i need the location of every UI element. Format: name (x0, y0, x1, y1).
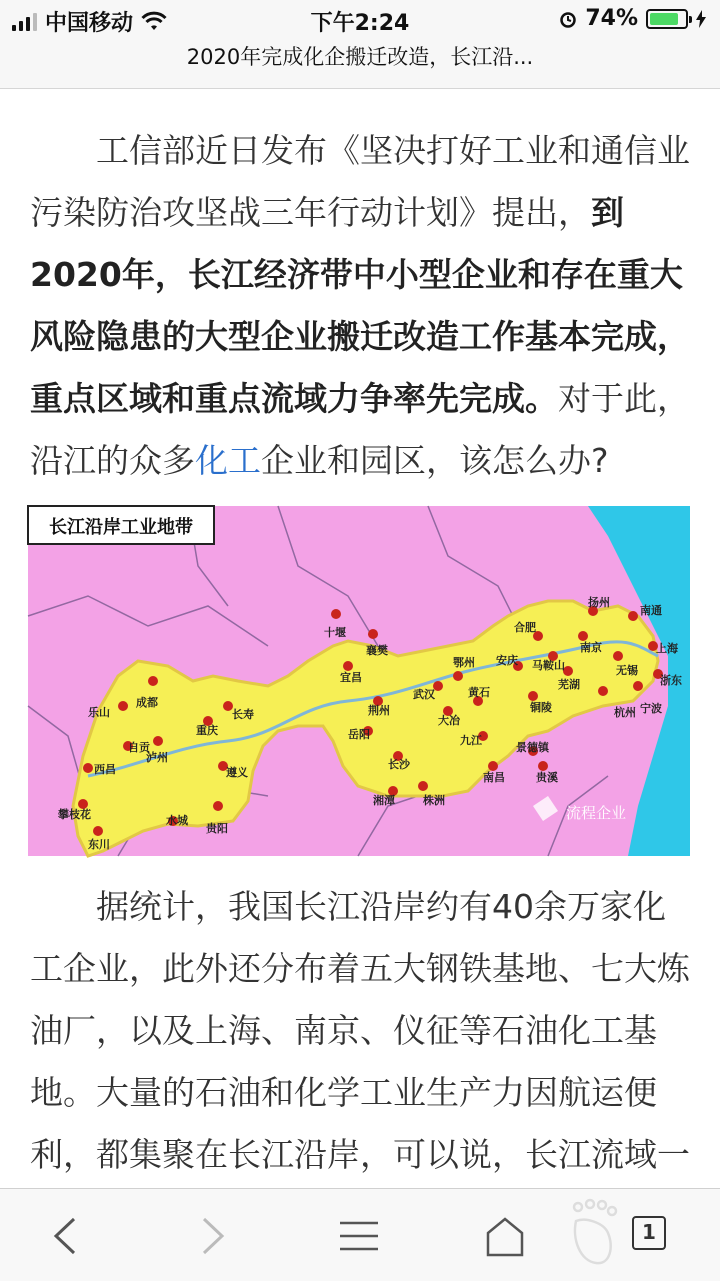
alarm-icon (559, 10, 577, 28)
city-label: 大冶 (438, 714, 460, 727)
menu-icon[interactable] (334, 1211, 384, 1261)
city-label: 武汉 (413, 688, 435, 701)
paragraph-text: 企业和园区，该怎么办? (261, 441, 609, 480)
city-label: 重庆 (196, 724, 218, 737)
city-label: 岳阳 (348, 728, 370, 741)
city-label: 南昌 (483, 771, 505, 784)
back-icon[interactable] (42, 1211, 92, 1261)
city-label: 乐山 (88, 706, 110, 719)
page-title: 2020年完成化企搬迁改造，长江沿... (186, 45, 534, 69)
city-label: 水城 (166, 814, 188, 827)
city-label: 南京 (580, 641, 602, 654)
paragraph-text: 对于此，沿江的众多 (30, 379, 690, 480)
map-title: 长江沿岸工业地带 (49, 517, 193, 538)
city-label: 无锡 (616, 664, 638, 677)
city-label: 成都 (136, 696, 158, 709)
city-label: 襄樊 (366, 644, 388, 657)
city-label: 黄石 (468, 686, 490, 699)
city-label: 宁波 (640, 702, 662, 715)
city-label: 杭州 (614, 706, 636, 719)
status-bar (0, 0, 720, 40)
city-label: 自贡 (128, 741, 150, 754)
article-body-continued (30, 876, 690, 1188)
city-label: 马鞍山 (532, 659, 565, 672)
city-label: 上海 (656, 642, 678, 655)
city-label: 西昌 (94, 763, 116, 776)
carrier-name: 中国移动 (45, 11, 134, 36)
paw-icon (564, 1199, 624, 1271)
chemical-industry-link[interactable]: 化工 (195, 441, 261, 480)
city-label: 扬州 (588, 596, 610, 609)
city-label: 湘潭 (373, 794, 395, 807)
page-title-bar (0, 40, 720, 89)
city-label: 安庆 (496, 654, 518, 667)
city-label: 景德镇 (516, 741, 549, 754)
city-label: 鄂州 (453, 656, 475, 669)
article-paragraph (30, 120, 690, 492)
city-label: 长沙 (388, 758, 410, 771)
browser-toolbar (0, 1188, 720, 1281)
city-label: 遵义 (226, 766, 248, 779)
city-label: 泸州 (146, 751, 168, 764)
battery-icon (646, 9, 688, 29)
city-label: 南通 (640, 604, 662, 617)
city-label: 长寿 (232, 708, 254, 721)
forward-icon[interactable] (186, 1211, 236, 1261)
city-label: 九江 (460, 734, 482, 747)
city-label: 贵阳 (206, 822, 228, 835)
article-body (30, 120, 690, 492)
city-label: 东川 (88, 838, 110, 851)
clock: 下午2:24 (310, 11, 410, 36)
article-paragraph: 据统计，我国长江沿岸约有40余万家化工企业，此外还分布着五大钢铁基地、七大炼油厂，以及上海、南京、仪征等石油化工基地。大量的石油和化学工业生产力因航运便利，都集聚在长江沿岸，可以说，长江流域一 (30, 887, 690, 1174)
status-right (559, 6, 706, 31)
city-label: 贵溪 (536, 771, 558, 784)
home-icon[interactable] (480, 1211, 530, 1261)
city-label: 攀枝花 (58, 808, 91, 821)
city-label: 合肥 (514, 621, 536, 634)
charging-icon (696, 10, 706, 28)
paragraph-text: 工信部近日发布《坚决打好工业和通信业污染防治攻坚战三年行动计划》提出， (30, 131, 690, 232)
city-label: 芜湖 (558, 678, 580, 691)
city-label: 浙东 (660, 674, 682, 687)
tab-count-label: 1 (642, 1220, 656, 1244)
city-label: 十堰 (324, 626, 346, 639)
bold-highlight: 到2020年，长江经济带中小型企业和存在重大风险隐患的大型企业搬迁改造工作基本完成，重点区域和重点流域力争率先完成。 (30, 193, 690, 418)
tabs-button[interactable] (632, 1216, 666, 1250)
city-label: 荆州 (368, 704, 390, 717)
city-label: 宜昌 (340, 671, 362, 684)
battery-percent: 74% (585, 6, 638, 31)
city-label: 株洲 (423, 794, 445, 807)
watermark-text: 流程企业 (566, 804, 627, 822)
city-label: 铜陵 (530, 701, 552, 714)
yangtze-industry-map (28, 506, 690, 856)
